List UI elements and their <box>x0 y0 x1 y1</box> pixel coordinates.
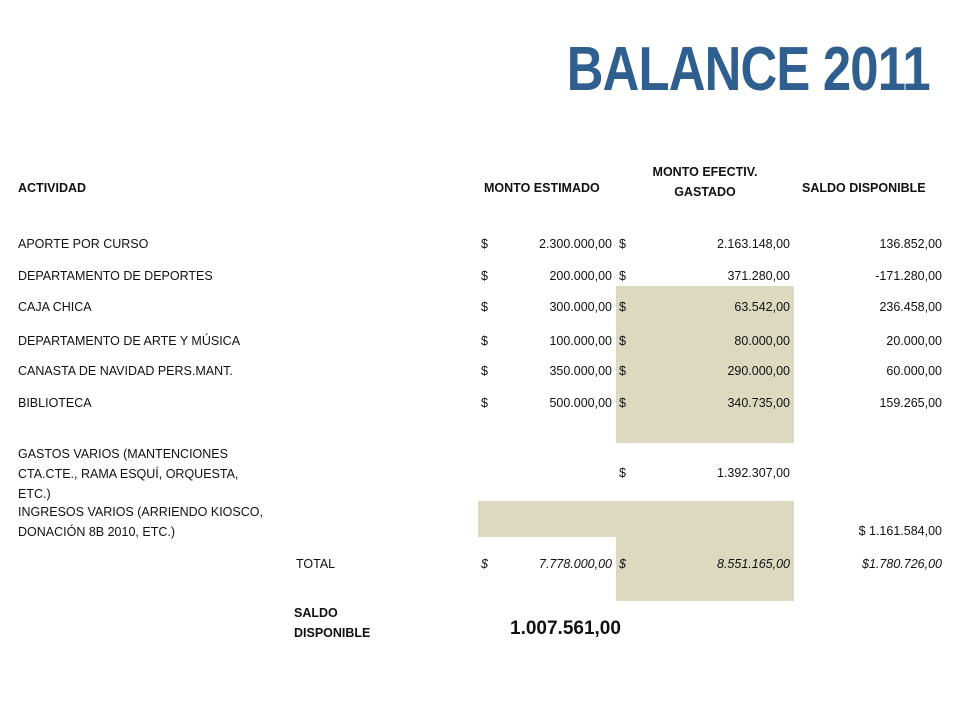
gastos-varios-gastado: 1.392.307,00 <box>717 466 790 480</box>
row-saldo: 20.000,00 <box>886 334 942 348</box>
currency-symbol: $ <box>619 300 626 314</box>
header-actividad: ACTIVIDAD <box>18 181 87 195</box>
currency-symbol: $ <box>619 364 626 378</box>
row-estimado: 300.000,00 <box>549 300 612 314</box>
header-saldo-disponible: SALDO DISPONIBLE <box>802 181 926 195</box>
row-actividad: CANASTA DE NAVIDAD PERS.MANT. <box>18 364 233 378</box>
row-actividad: DEPARTAMENTO DE DEPORTES <box>18 269 213 283</box>
currency-symbol: $ <box>619 237 626 251</box>
currency-symbol: $ <box>481 557 488 571</box>
row-saldo: 236.458,00 <box>879 300 942 314</box>
currency-symbol: $ <box>481 396 488 410</box>
currency-symbol: $ <box>481 269 488 283</box>
row-actividad: APORTE POR CURSO <box>18 237 149 251</box>
saldo-final-value: 1.007.561,00 <box>510 618 621 639</box>
row-estimado: 350.000,00 <box>549 364 612 378</box>
row-gastado: 290.000,00 <box>727 364 790 378</box>
saldo-final-label-line1: SALDO <box>294 606 338 620</box>
total-label: TOTAL <box>296 557 336 571</box>
page-title: BALANCE 2011 <box>566 35 930 104</box>
row-gastado: 80.000,00 <box>734 334 790 348</box>
total-saldo: $1.780.726,00 <box>862 557 942 571</box>
currency-symbol: $ <box>619 396 626 410</box>
row-estimado: 100.000,00 <box>549 334 612 348</box>
gastado-shade-bottom <box>616 501 794 601</box>
row-actividad: CAJA CHICA <box>18 300 92 314</box>
currency-symbol: $ <box>619 334 626 348</box>
row-gastado: 371.280,00 <box>727 269 790 283</box>
ingresos-varios-actividad: INGRESOS VARIOS (ARRIENDO KIOSCO, DONACIÓN 8B 2010, ETC.) <box>18 505 263 539</box>
row-gastado: 2.163.148,00 <box>717 237 790 251</box>
row-estimado: 500.000,00 <box>549 396 612 410</box>
header-monto-gastado-line1: MONTO EFECTIV. <box>652 165 758 179</box>
currency-symbol: $ <box>481 364 488 378</box>
header-monto-estimado: MONTO ESTIMADO <box>484 181 600 195</box>
row-saldo: 159.265,00 <box>879 396 942 410</box>
currency-symbol: $ <box>619 269 626 283</box>
gastos-varios-actividad: GASTOS VARIOS (MANTENCIONES CTA.CTE., RAMA ESQUÍ, ORQUESTA, ETC.) <box>18 447 239 501</box>
currency-symbol: $ <box>481 237 488 251</box>
row-saldo: -171.280,00 <box>875 269 942 283</box>
currency-symbol: $ <box>481 334 488 348</box>
estimado-shade-bottom <box>478 501 616 537</box>
header-monto-gastado-line2: GASTADO <box>674 185 736 199</box>
row-saldo: 60.000,00 <box>886 364 942 378</box>
total-estimado: 7.778.000,00 <box>539 557 612 571</box>
row-estimado: 200.000,00 <box>549 269 612 283</box>
saldo-final-label-line2: DISPONIBLE <box>294 626 371 640</box>
row-actividad: DEPARTAMENTO DE ARTE Y MÚSICA <box>18 334 241 348</box>
currency-symbol: $ <box>619 557 626 571</box>
row-gastado: 63.542,00 <box>734 300 790 314</box>
currency-symbol: $ <box>481 300 488 314</box>
ingresos-varios-saldo: $ 1.161.584,00 <box>858 524 942 538</box>
currency-symbol: $ <box>619 466 626 480</box>
row-gastado: 340.735,00 <box>727 396 790 410</box>
total-gastado: 8.551.165,00 <box>717 557 790 571</box>
row-saldo: 136.852,00 <box>879 237 942 251</box>
row-estimado: 2.300.000,00 <box>539 237 612 251</box>
row-actividad: BIBLIOTECA <box>18 396 92 410</box>
